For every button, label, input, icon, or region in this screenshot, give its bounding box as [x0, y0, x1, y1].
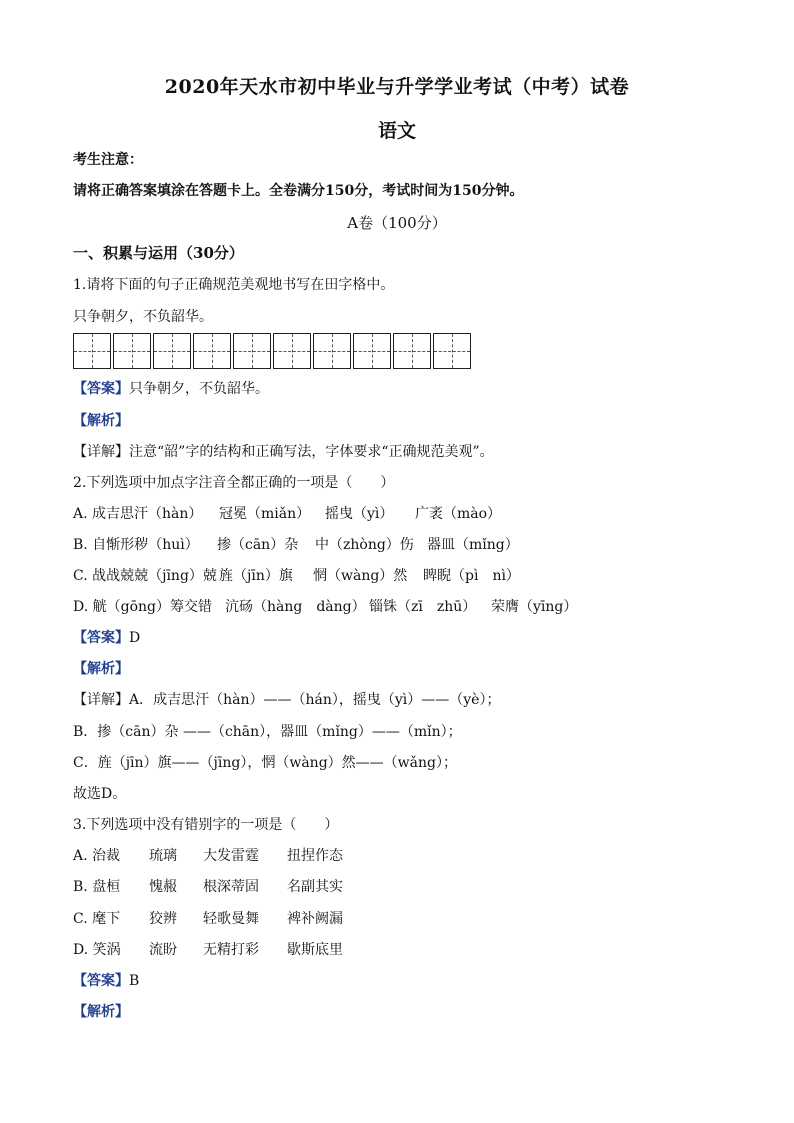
q2-option-d [73, 597, 577, 617]
option-item: 大发雷霆 [203, 848, 259, 864]
detail-tag: 【详解】 [73, 692, 129, 708]
option-item: C. 麾下 [73, 911, 121, 927]
q2-detail-a [73, 690, 500, 710]
section-a-title: A卷（100分） [347, 214, 447, 232]
option-item: D. 觥（gōng）筹交错 [73, 599, 212, 615]
detail-text: 注意“韶”字的结构和正确写法，字体要求“正确规范美观”。 [129, 444, 494, 460]
grid-cell [153, 333, 191, 369]
detail-line: A．成吉思汗（hàn）——（hán），摇曳（yì）——（yè）； [129, 692, 501, 708]
grid-cell [113, 333, 151, 369]
option-item: A. 治裁 [73, 848, 121, 864]
q2-detail-b: B．掺（cān）杂 ——（chān），器皿（mǐng）——（mǐn）； [73, 724, 462, 740]
analysis-tag: 【解析】 [73, 1004, 129, 1020]
q3-analysis [73, 1002, 129, 1022]
option-item: 狡辨 [149, 911, 177, 927]
q2-conclusion: 故选D。 [73, 786, 127, 802]
grid-cell [233, 333, 271, 369]
subject-title: 语文 [377, 120, 416, 142]
grid-cell [73, 333, 111, 369]
answer-tag: 【答案】 [73, 973, 129, 989]
q3-option-d [73, 940, 343, 960]
option-item: 荣膺（yīng） [491, 599, 578, 615]
notice-heading: 考生注意： [73, 152, 143, 168]
option-item: 广袤（mào） [415, 506, 502, 522]
grid-cell [313, 333, 351, 369]
option-item: 无精打彩 [203, 942, 259, 958]
answer-text: 只争朝夕，不负韶华。 [129, 381, 269, 397]
option-item: 扭捏作态 [287, 848, 343, 864]
q1-detail [73, 442, 494, 462]
option-item: 沆砀（hàng dàng） [225, 599, 366, 615]
q2-analysis [73, 659, 129, 679]
q2-option-c [73, 566, 520, 586]
option-item: 轻歌曼舞 [203, 911, 259, 927]
q2-option-b [73, 535, 519, 555]
q1-stem: 1.请将下面的句子正确规范美观地书写在田字格中。 [73, 277, 395, 293]
q1-analysis [73, 411, 129, 431]
option-item: 睥睨（pì nì） [423, 568, 520, 584]
grid-cell [273, 333, 311, 369]
option-item: A. 成吉思汗（hàn） [73, 506, 203, 522]
grid-cell [193, 333, 231, 369]
option-item: 锱铢（zī zhū） [369, 599, 477, 615]
option-item: 愧赧 [149, 879, 177, 895]
option-item: 器皿（mǐng） [427, 537, 519, 553]
option-item: 惘（wàng）然 [313, 568, 408, 584]
option-item: C. 战战兢兢（jīng）兢 [73, 568, 217, 584]
option-item: 摇曳（yì） [325, 506, 394, 522]
q3-stem: 3.下列选项中没有错别字的一项是（ ） [73, 817, 339, 833]
q3-answer [73, 971, 139, 991]
q3-option-a [73, 846, 343, 866]
q3-option-c [73, 909, 343, 929]
option-item: 歇斯底里 [287, 942, 343, 958]
answer-tag: 【答案】 [73, 381, 129, 397]
option-item: 中（zhòng）伤 [315, 537, 414, 553]
q2-option-a [73, 504, 501, 524]
option-item: 旌（jīn）旗 [219, 568, 293, 584]
exam-title: 2020年天水市初中毕业与升学学业考试（中考）试卷 [164, 76, 630, 98]
grid-cell [433, 333, 471, 369]
option-item: 掺（cān）杂 [217, 537, 299, 553]
q3-option-b [73, 877, 343, 897]
q1-answer [73, 379, 269, 399]
option-item: B. 盘桓 [73, 879, 121, 895]
option-item: 冠冕（miǎn） [219, 506, 311, 522]
detail-tag: 【详解】 [73, 444, 129, 460]
q2-answer [73, 628, 140, 648]
option-item: D. 笑涡 [73, 942, 121, 958]
option-item: B. 自惭形秽（huì） [73, 537, 199, 553]
part-one-heading: 一、积累与运用（30分） [73, 244, 244, 262]
analysis-tag: 【解析】 [73, 661, 129, 677]
q2-stem: 2.下列选项中加点字注音全都正确的一项是（ ） [73, 475, 395, 491]
option-item: 裨补阙漏 [287, 911, 343, 927]
analysis-tag: 【解析】 [73, 413, 129, 429]
option-item: 根深蒂固 [203, 879, 259, 895]
grid-cell [353, 333, 391, 369]
q1-sentence: 只争朝夕，不负韶华。 [73, 309, 213, 325]
answer-tag: 【答案】 [73, 630, 129, 646]
answer-text: D [129, 630, 141, 646]
option-item: 流盼 [149, 942, 177, 958]
grid-cell [393, 333, 431, 369]
q2-detail-c: C．旌（jīn）旗——（jīng），惘（wàng）然——（wǎng）； [73, 755, 457, 771]
tianzige-grid [73, 333, 473, 369]
notice-text: 请将正确答案填涂在答题卡上。全卷满分150分，考试时间为150分钟。 [73, 183, 524, 199]
option-item: 琉璃 [149, 848, 177, 864]
option-item: 名副其实 [287, 879, 343, 895]
answer-text: B [129, 973, 140, 989]
